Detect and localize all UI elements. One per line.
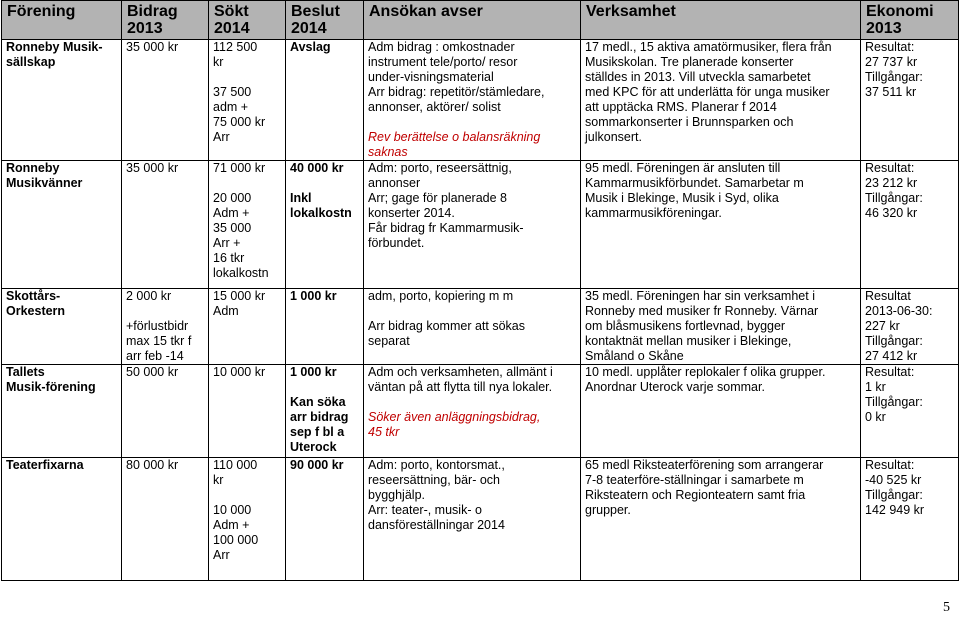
cell-line: 15 000 kr [213,289,266,303]
cell-line: Adm: porto, kontorsmat., [368,458,505,472]
grant-table [1,0,959,581]
cell-line: 27 737 kr [865,55,918,69]
header-bidrag: Bidrag 2013 [122,1,209,40]
cell-line: Tillgångar: [865,395,923,409]
header-ekonomi: Ekonomi 2013 [861,1,959,40]
table-row [2,40,959,161]
cell-ansokan [364,161,581,289]
cell-line: separat [368,334,410,348]
table-row [2,161,959,289]
cell-text: 90 000 kr [290,458,344,472]
table-row [2,458,959,581]
cell-line: Resultat: [865,40,915,54]
cell-line: instrument tele/porto/ resor [368,55,518,69]
cell-line: adm, porto, kopiering m m [368,289,514,303]
cell-line: 10 medl. upplåter replokaler f olika grupper. [585,365,826,379]
cell-line [290,380,359,395]
cell-line: 20 000 [213,191,252,205]
cell-line: adm + [213,100,249,114]
cell-line: 27 412 kr [865,349,918,363]
cell-bidrag [122,458,209,581]
cell-line: Får bidrag fr Kammarmusik- [368,221,524,235]
cell-line: Adm + [213,518,250,532]
cell-forening [2,289,122,365]
header-row [2,1,959,40]
header-ansokan: Ansökan avser [364,1,581,40]
cell-line: konserter 2014. [368,206,455,220]
cell-line: Adm [213,304,239,318]
cell-text: Avslag [290,40,331,54]
cell-line: kammarmusikföreningar. [585,206,722,220]
cell-text: 80 000 kr [126,458,179,472]
cell-line: 95 medl. Föreningen är ansluten till [585,161,781,175]
cell-line: 35 medl. Föreningen har sin verksamhet i [585,289,815,303]
cell-sokt [209,289,286,365]
cell-line: sommarkonserter i Brunnsparken och [585,115,794,129]
cell-line: +förlustbidr [126,319,189,333]
cell-line: Ronneby med musiker fr Ronneby. Värnar [585,304,819,318]
cell-line: Resultat: [865,365,915,379]
cell-line: 37 511 kr [865,85,917,99]
cell-text: 35 000 kr [126,161,179,175]
cell-line: Arr: teater-, musik- o [368,503,482,517]
cell-ekonomi [861,40,959,161]
cell-sokt [209,365,286,458]
cell-line: lokalkostn [290,206,352,220]
cell-line: Musikskolan. Tre planerade konserter [585,55,794,69]
cell-line: Riksteatern och Regionteatern samt fria [585,488,806,502]
cell-ansokan [364,40,581,161]
header-beslut: Beslut 2014 [286,1,364,40]
cell-ekonomi [861,458,959,581]
cell-line: annonser, aktörer/ solist [368,100,501,114]
cell-line: Resultat [865,289,911,303]
page-number: 5 [943,600,950,615]
cell-line: Adm bidrag : omkostnader [368,40,515,54]
cell-line: att upptäcka RMS. Planerar f 2014 [585,100,777,114]
cell-verksamhet [581,458,861,581]
cell-line: Arr [213,130,230,144]
cell-line: arr bidrag [290,410,349,424]
cell-ansokan [364,458,581,581]
cell-line: 17 medl., 15 aktiva amatörmusiker, flera från [585,40,832,54]
cell-line: 37 500 [213,85,252,99]
cell-line [290,176,359,191]
cell-forening [2,40,122,161]
cell-line: arr feb -14 [126,349,184,363]
cell-line: 75 000 kr [213,115,266,129]
cell-line: Arr; gage för planerade 8 [368,191,507,205]
cell-line: Arr [213,548,230,562]
cell-line: 110 000 [213,458,258,472]
cell-line: annonser [368,176,421,190]
cell-line: förbundet. [368,236,425,250]
cell-line: 65 medl Riksteaterförening som arrangerar [585,458,824,472]
cell-line: om blåsmusikens fortlevnad, bygger [585,319,786,333]
cell-line: 2013-06-30: [865,304,933,318]
cell-line: 10 000 [213,503,252,517]
cell-line: 227 kr [865,319,900,333]
cell-line [213,70,281,85]
cell-line: kr [213,473,224,487]
cell-line: 16 tkr [213,251,245,265]
cell-beslut [286,458,364,581]
header-forening: Förening [2,1,122,40]
cell-line: Arr bidrag kommer att sökas [368,319,525,333]
spacer [368,115,576,130]
cell-ekonomi [861,365,959,458]
cell-beslut [286,40,364,161]
cell-line: Tillgångar: [865,488,923,502]
cell-line: Adm: porto, reseersättnig, [368,161,512,175]
cell-line: 112 500 [213,40,258,54]
cell-line: 35 000 [213,221,252,235]
cell-sokt [209,161,286,289]
cell-line: Rev berättelse o balansräkning [368,130,541,144]
cell-line: Arr bidrag: repetitör/stämledare, [368,85,545,99]
spacer [368,395,576,410]
cell-line: Kammarmusikförbundet. Samarbetar m [585,176,804,190]
cell-verksamhet [581,365,861,458]
cell-text: Ronneby Musik- sällskap [6,40,103,69]
cell-line: under-visningsmaterial [368,70,494,84]
cell-line: 71 000 kr [213,161,266,175]
cell-line: 142 949 kr [865,503,925,517]
cell-line: 100 000 [213,533,259,547]
cell-line: Uterock [290,440,337,454]
cell-line: bygghjälp. [368,488,425,502]
cell-line: Småland o Skåne [585,349,684,363]
cell-line: 0 kr [865,410,886,424]
cell-ansokan [364,289,581,365]
cell-verksamhet [581,289,861,365]
cell-text: Teaterfixarna [6,458,84,472]
cell-line: 46 320 kr [865,206,918,220]
cell-line: saknas [368,145,408,159]
cell-line: lokalkostn [213,266,269,280]
cell-line: grupper. [585,503,631,517]
cell-line: reseersättning, bär- och [368,473,501,487]
header-verksamhet: Verksamhet [581,1,861,40]
cell-text: Tallets Musik-förening [6,365,96,394]
cell-line: 2 000 kr [126,289,172,303]
cell-line: Kan söka [290,395,346,409]
cell-ansokan [364,365,581,458]
cell-bidrag [122,365,209,458]
cell-line: ställdes in 2013. Vill utveckla samarbetet [585,70,811,84]
cell-text: Ronneby Musikvänner [6,161,83,190]
table-row [2,365,959,458]
cell-bidrag [122,289,209,365]
cell-line: Tillgångar: [865,70,923,84]
cell-line: 10 000 kr [213,365,266,379]
cell-ekonomi [861,161,959,289]
cell-line: 1 000 kr [290,365,337,379]
cell-bidrag [122,40,209,161]
cell-line: Söker även anläggningsbidrag, [368,410,541,424]
table-row [2,289,959,365]
cell-line: 23 212 kr [865,176,918,190]
cell-forening [2,458,122,581]
cell-line: Tillgångar: [865,334,923,348]
cell-line: max 15 tkr f [126,334,192,348]
cell-line: Arr + [213,236,241,250]
cell-line: Musik i Blekinge, Musik i Syd, olika [585,191,779,205]
cell-text: 50 000 kr [126,365,179,379]
cell-line [213,176,281,191]
cell-forening [2,365,122,458]
cell-line: Adm och verksamheten, allmänt i [368,365,553,379]
cell-line [126,304,204,319]
cell-line: dansföreställningar 2014 [368,518,505,532]
cell-line: 7-8 teaterföre-ställningar i samarbete m [585,473,804,487]
cell-line: -40 525 kr [865,473,922,487]
cell-ekonomi [861,289,959,365]
cell-line: Inkl [290,191,312,205]
cell-line [213,488,281,503]
cell-text: Skottårs- Orkestern [6,289,66,318]
cell-line: 1 kr [865,380,886,394]
cell-line [368,304,576,319]
cell-sokt [209,458,286,581]
cell-line: kr [213,55,224,69]
cell-text: 1 000 kr [290,289,337,303]
cell-line: 45 tkr [368,425,400,439]
cell-line: sep f bl a [290,425,345,439]
cell-sokt [209,40,286,161]
cell-line: julkonsert. [585,130,642,144]
cell-text: 35 000 kr [126,40,179,54]
cell-verksamhet [581,40,861,161]
cell-bidrag [122,161,209,289]
cell-line: Tillgångar: [865,191,923,205]
cell-line: 40 000 kr [290,161,344,175]
header-sokt: Sökt 2014 [209,1,286,40]
cell-verksamhet [581,161,861,289]
cell-line: Adm + [213,206,250,220]
cell-beslut [286,161,364,289]
cell-beslut [286,289,364,365]
cell-line: Resultat: [865,161,915,175]
cell-line: väntan på att flytta till nya lokaler. [368,380,553,394]
cell-line: kontaktnät mellan musiker i Blekinge, [585,334,792,348]
cell-forening [2,161,122,289]
cell-line: Resultat: [865,458,915,472]
cell-line: med KPC för att underlätta för unga musiker [585,85,830,99]
cell-line: Anordnar Uterock varje sommar. [585,380,765,394]
cell-beslut [286,365,364,458]
